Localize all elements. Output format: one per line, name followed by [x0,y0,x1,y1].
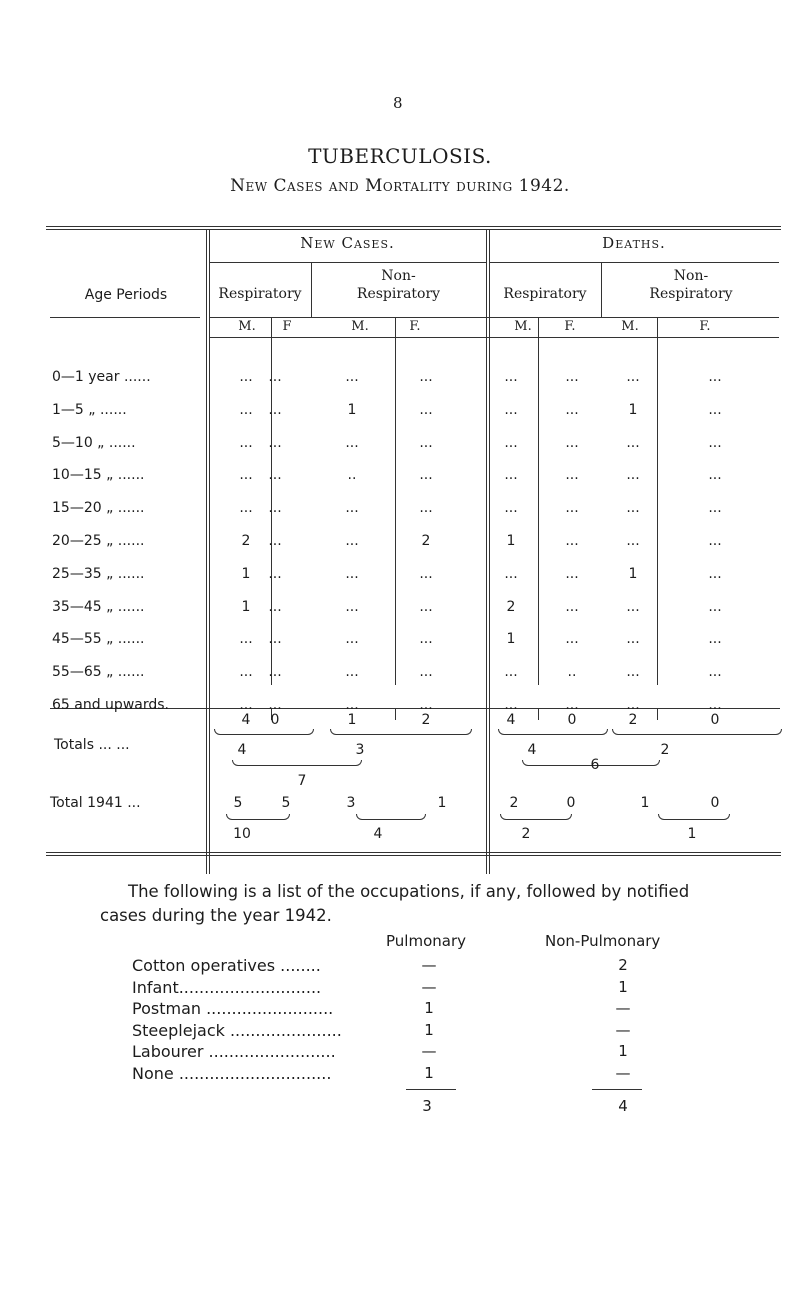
divider-age [206,229,207,874]
mf-rule [209,337,779,338]
sex-f-3: F. [564,319,576,334]
table-cell: ... [419,697,433,713]
table-cell: .. [567,664,577,681]
page-title: TUBERCULOSIS. [308,144,492,168]
occupation-pulmonary: 1 [424,1063,434,1082]
divider-c3 [395,317,396,685]
row-label: 10—15 „ ...... [52,467,145,484]
nc-nonresp-header-2: Respiratory [356,286,441,302]
row-label: 0—1 year ...... [52,369,151,385]
table-cell: ... [708,369,722,385]
table-cell: ... [345,533,359,549]
table-cell: ... [345,434,359,451]
total-1941-cell: 5 [281,795,291,811]
table-cell: ... [419,467,433,484]
occupation-non-pulmonary: — [615,999,631,1017]
table-cell: 1 [628,401,638,418]
new-cases-rule [209,262,486,263]
occupation-label: Infant............................ [132,977,322,997]
sex-m-3: M. [514,319,532,334]
totals-cell: 2 [421,712,431,728]
pulmonary-header: Pulmonary [386,932,466,950]
table-cell: ... [504,500,518,517]
row-label: 15—20 „ ...... [52,500,145,517]
total-1941-cell: 3 [346,795,356,811]
totals-cell: 4 [506,712,516,728]
deaths-header: Deaths. [602,234,666,252]
total-1941-cell: 2 [509,795,519,811]
occupation-pulmonary: — [421,956,437,974]
table-cell: ... [268,401,282,418]
total-1941-cell: 0 [566,795,576,811]
occupation-label: Cotton operatives ........ [132,956,321,975]
table-cell: 1 [241,565,251,582]
row-label: 35—45 „ ...... [52,598,145,615]
totals-tick-2 [395,708,396,720]
occupation-label: Steeplejack ...................... [132,1020,342,1040]
totals-pair-1: 4 [237,742,247,758]
occupation-label: None .............................. [132,1063,332,1083]
totals-brace-4 [612,729,782,735]
occupation-non-pulmonary: 2 [618,956,628,974]
table-cell: ... [565,500,579,517]
occupation-pulmonary: 1 [424,1020,434,1039]
d-nonresp-header-2: Respiratory [649,286,733,302]
sex-m-4: M. [621,319,639,334]
nc-respiratory-header: Respiratory [218,286,302,302]
table-cell: ... [626,434,640,451]
totals-cell: 1 [347,712,357,728]
table-cell: ... [345,500,359,517]
totals-cell: 0 [710,712,720,728]
table-cell: ... [626,533,640,549]
totals-tick-4 [657,708,658,720]
table-cell: ... [239,369,253,385]
non-pulmonary-total: 4 [618,1097,628,1115]
sex-m-2: M. [351,319,369,334]
table-cell: ... [708,631,722,648]
table-cell: ... [565,631,579,648]
table-cell: 2 [421,533,431,549]
total-1941-label: Total 1941 ... [50,795,141,811]
totals-cell: 2 [628,712,638,728]
new-cases-header: New Cases. [300,234,395,252]
table-bottom-rule [46,852,781,853]
t1941-pair-1: 10 [233,826,251,842]
table-cell: ... [504,664,518,681]
table-cell: 2 [506,598,516,615]
table-cell: ... [565,565,579,582]
page-subtitle: New Cases and Mortality during 1942. [230,176,570,196]
table-cell: ... [345,664,359,681]
totals-cell: 0 [567,712,577,728]
occupation-label: Labourer ......................... [132,1042,336,1061]
table-cell: ... [708,565,722,582]
table-cell: ... [708,533,722,549]
row-label: 1—5 „ ...... [52,401,127,418]
table-cell: ... [268,565,282,582]
totals-cell: 4 [241,712,251,728]
table-cell: ... [419,598,433,615]
table-cell: 1 [506,533,516,549]
table-cell: ... [626,500,640,517]
t1941-brace-4 [658,814,730,820]
t1941-pair-4: 1 [687,826,697,842]
table-cell: ... [419,664,433,681]
age-periods-header: Age Periods [84,287,168,303]
pulmonary-total: 3 [422,1097,432,1115]
table-cell: 2 [241,533,251,549]
occupation-non-pulmonary: — [615,1020,631,1039]
table-cell: ... [345,598,359,615]
table-cell: ... [504,434,518,451]
table-bottom-rule-2 [46,855,781,856]
table-cell: ... [708,467,722,484]
divider-c5 [538,317,539,685]
divider-c7 [657,317,658,685]
table-cell: ... [345,565,359,582]
row-label: 20—25 „ ...... [52,533,145,549]
table-cell: 1 [241,598,251,615]
occupation-pulmonary: 1 [424,999,434,1017]
non-pulmonary-header: Non-Pulmonary [545,932,661,950]
divider-groups [486,229,487,874]
pulmonary-total-rule [406,1089,456,1090]
table-cell: ... [345,631,359,648]
table-cell: ... [268,467,282,484]
sex-f-2: F. [409,319,421,334]
table-cell: ... [565,598,579,615]
table-cell: ... [504,565,518,582]
table-cell: ... [504,697,518,713]
totals-label: Totals ... ... [54,737,130,753]
totals-cell: 0 [270,712,280,728]
table-cell: ... [239,631,253,648]
table-cell: ... [268,500,282,517]
table-cell: ... [565,467,579,484]
table-cell: ... [419,631,433,648]
totals-brace-3 [498,729,608,735]
totals-pair-2: 3 [355,742,365,758]
table-cell: ... [239,697,253,713]
d-respiratory-header: Respiratory [503,286,587,302]
sub-rule [209,317,779,318]
total-1941-cell: 0 [710,795,720,811]
table-cell: ... [626,467,640,484]
total-1941-cell: 5 [233,795,243,811]
sex-f-1: F [282,319,292,334]
row-label: 5—10 „ ...... [52,434,136,451]
divider-age-2 [209,229,210,874]
table-cell: ... [565,697,579,713]
t1941-brace-3 [500,814,572,820]
table-cell: ... [239,467,253,484]
table-cell: ... [708,697,722,713]
table-cell: ... [708,434,722,451]
occupations-intro: The following is a list of the occupations, if any, followed by notified cases during the year 1942. [100,882,690,925]
table-cell: 1 [628,565,638,582]
table-cell: ... [345,369,359,385]
table-top-rule [46,226,781,227]
table-cell: ... [626,598,640,615]
occupation-non-pulmonary: — [615,1063,631,1082]
table-cell: ... [708,500,722,517]
occupation-label: Postman ......................... [132,999,334,1018]
table-cell: ... [565,533,579,549]
age-header-rule [50,317,200,318]
table-cell: ... [565,434,579,451]
totals-group-2: 6 [590,757,600,773]
totals-brace-2 [330,729,472,735]
table-cell: ... [565,369,579,385]
total-1941-cell: 1 [640,795,650,811]
total-1941-cell: 1 [437,795,447,811]
occupation-pulmonary: — [421,977,437,996]
t1941-brace-1 [226,814,290,820]
table-cell: 1 [506,631,516,648]
table-cell: ... [708,401,722,418]
table-cell: ... [626,664,640,681]
table-cell: ... [708,598,722,615]
t1941-brace-2 [356,814,426,820]
nc-nonresp-header-1: Non- [381,268,416,284]
table-cell: ... [419,565,433,582]
table-cell: ... [268,631,282,648]
table-cell: ... [626,369,640,385]
table-cell: ... [268,369,282,385]
table-cell: ... [419,401,433,418]
table-cell: ... [268,434,282,451]
totals-brace-1 [214,729,314,735]
totals-pair-3: 4 [527,742,537,758]
table-cell: 1 [347,401,357,418]
occupation-pulmonary: — [421,1042,437,1060]
d-nonresp-header-1: Non- [673,268,709,284]
group-brace-1 [232,760,362,766]
table-cell: ... [268,533,282,549]
table-cell: ... [504,467,518,484]
table-cell: ... [504,369,518,385]
row-label: 25—35 „ ...... [52,565,145,582]
occupation-non-pulmonary: 1 [618,1042,628,1060]
row-label: 55—65 „ ...... [52,664,145,681]
table-cell: ... [239,434,253,451]
table-cell: ... [345,697,359,713]
deaths-rule [489,262,779,263]
table-cell: ... [565,401,579,418]
table-cell: ... [268,664,282,681]
divider-groups-2 [489,229,490,874]
table-cell: ... [239,664,253,681]
table-cell: ... [239,401,253,418]
occupation-non-pulmonary: 1 [618,977,628,996]
table-cell: ... [708,664,722,681]
table-cell: ... [268,697,282,713]
table-cell: ... [268,598,282,615]
non-pulmonary-total-rule [592,1089,642,1090]
totals-pair-4: 2 [660,742,670,758]
table-cell: ... [504,401,518,418]
sex-f-4: F. [699,319,711,334]
t1941-pair-3: 2 [521,826,531,842]
page-number: 8 [393,94,403,112]
table-cell: ... [419,500,433,517]
table-cell: ... [626,697,640,713]
row-label: 65 and upwards. [52,697,169,713]
table-top-rule-2 [46,229,781,230]
table-cell: .. [347,467,357,484]
row-label: 45—55 „ ...... [52,631,145,648]
totals-group-1: 7 [297,773,307,789]
t1941-pair-2: 4 [373,826,383,842]
sex-m-1: M. [238,319,256,334]
totals-tick-3 [538,708,539,720]
table-cell: ... [419,434,433,451]
table-cell: ... [419,369,433,385]
table-cell: ... [626,631,640,648]
table-cell: ... [239,500,253,517]
